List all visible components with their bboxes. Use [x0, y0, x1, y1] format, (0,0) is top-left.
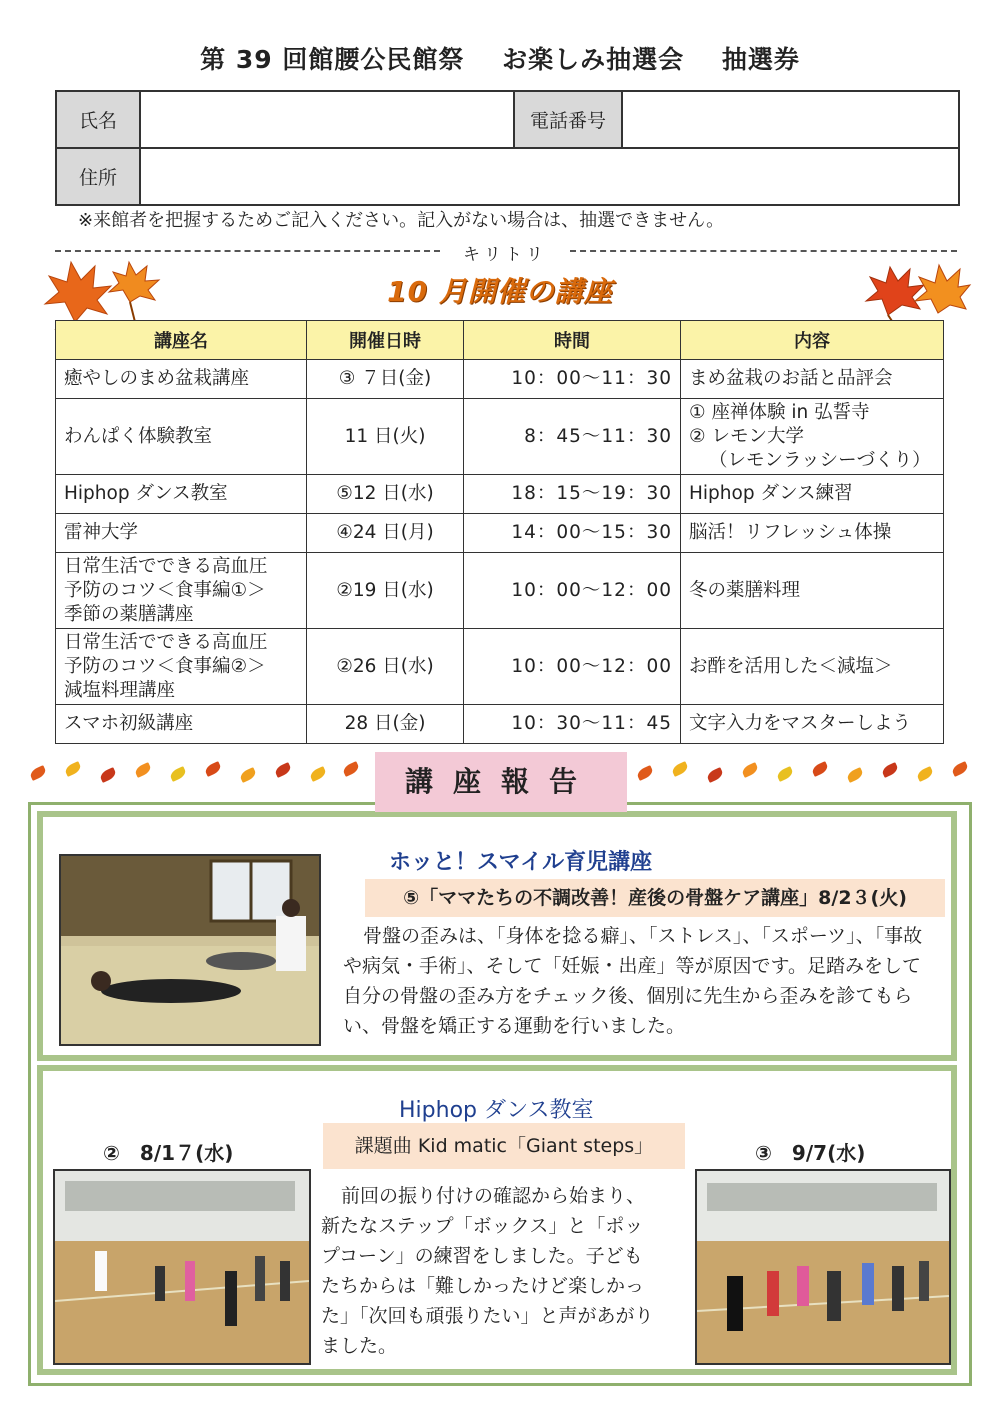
course-content	[681, 399, 944, 475]
course-time: 10：00～12：00	[464, 629, 681, 705]
course-content	[681, 629, 944, 705]
childcare-body-line: や病気・手術」、そして「妊娠・出産」等が原因です。足踏みをして	[343, 955, 921, 977]
entry-form	[55, 90, 960, 206]
hiphop-body-line: ました。	[321, 1335, 398, 1357]
hiphop-photo-left-image	[55, 1171, 309, 1363]
schedule-table	[55, 320, 944, 744]
course-name-line: 減塩料理講座	[64, 679, 176, 701]
hiphop-photo-left	[53, 1169, 311, 1365]
leaf-icon	[811, 761, 830, 777]
page-title	[0, 40, 1000, 76]
leaf-icon	[274, 762, 293, 778]
childcare-body	[343, 921, 955, 1041]
table-row	[56, 705, 944, 744]
course-content-line: （レモンラッシーづくり）	[709, 449, 931, 471]
phone-field[interactable]	[622, 91, 959, 148]
course-time: 14：00～15：30	[464, 514, 681, 553]
course-date: 28 日(金)	[307, 705, 464, 744]
course-name-line: 日常生活でできる高血圧	[64, 555, 268, 577]
leaf-icon	[309, 766, 328, 782]
hiphop-body-line: 新たなステップ「ボックス」と「ポッ	[321, 1215, 644, 1237]
schedule-header-row	[56, 321, 944, 360]
course-name	[56, 360, 307, 399]
header-time: 時間	[464, 321, 681, 360]
course-content	[681, 705, 944, 744]
leaf-icon	[706, 767, 725, 783]
childcare-body-line: 骨盤の歪みは、「身体を捻る癖」、「ストレス」、「スポーツ」、「事故	[363, 925, 923, 947]
course-content-line: 文字入力をマスターしよう	[689, 713, 912, 734]
entry-note: ※来館者を把握するためご記入ください。記入がない場合は、抽選できません。	[78, 210, 725, 231]
hiphop-subtitle: 課題曲 Kid matic「Giant steps」	[323, 1123, 685, 1169]
phone-label: 電話番号	[514, 91, 622, 148]
hiphop-caption-left: ② 8/1７(水)	[103, 1141, 234, 1165]
course-content-line: 冬の薬膳料理	[689, 579, 801, 601]
hiphop-body-line: プコーン」の練習をしました。子ども	[321, 1245, 643, 1267]
address-field[interactable]	[140, 148, 959, 205]
leaf-icon	[776, 766, 795, 782]
childcare-title: ホッと！スマイル育児講座	[389, 850, 653, 875]
leaf-icon	[342, 761, 361, 777]
course-name-line: 予防のコツ＜食事編②＞	[64, 655, 266, 677]
course-content	[681, 475, 944, 514]
report-section-label: 講座報告	[375, 752, 627, 812]
leaf-icon	[29, 765, 48, 781]
course-content-line: 脳活！リフレッシュ体操	[689, 522, 892, 543]
schedule-heading: 10 月開催の講座	[387, 275, 613, 308]
leaf-icon	[671, 761, 690, 777]
course-content	[681, 360, 944, 399]
course-name-line: Hiphop ダンス教室	[64, 483, 228, 504]
course-time: 10：00～12：00	[464, 553, 681, 629]
address-label: 住所	[56, 148, 140, 205]
course-content-line: ① 座禅体験 in 弘誓寺	[689, 401, 870, 423]
course-date: 11 日(火)	[307, 399, 464, 475]
hiphop-body-line: たちからは「難しかったけど楽しかっ	[321, 1275, 645, 1297]
table-row	[56, 629, 944, 705]
hiphop-body-line: 前回の振り付けの確認から始まり、	[341, 1185, 646, 1207]
course-time: 10：30～11：45	[464, 705, 681, 744]
table-row	[56, 553, 944, 629]
course-name	[56, 514, 307, 553]
leaf-icon	[951, 761, 970, 777]
leaf-icon	[741, 762, 760, 778]
hiphop-body-line: た」「次回も頑張りたい」と声があがり	[321, 1305, 654, 1327]
course-name	[56, 399, 307, 475]
leaf-icon	[204, 761, 223, 777]
header-content: 内容	[681, 321, 944, 360]
title-ticket: 抽選券	[721, 45, 800, 74]
report-frame	[28, 802, 972, 1386]
course-content-line: お酢を活用した＜減塩＞	[689, 655, 893, 677]
title-lottery: お楽しみ抽選会	[502, 45, 685, 74]
childcare-photo-image	[61, 856, 319, 1044]
leaf-icon	[239, 767, 258, 783]
table-row	[56, 514, 944, 553]
childcare-body-line: い、骨盤を矯正する運動を行いました。	[343, 1015, 686, 1037]
header-course-name: 講座名	[56, 321, 307, 360]
table-row	[56, 475, 944, 514]
course-name-line: 季節の薬膳講座	[64, 603, 194, 625]
hiphop-report-panel	[37, 1065, 957, 1375]
course-content	[681, 553, 944, 629]
hiphop-caption-right: ③ 9/7(水)	[755, 1141, 866, 1165]
leaf-icon	[64, 761, 83, 777]
childcare-photo	[59, 854, 321, 1046]
course-time: 8：45～11：30	[464, 399, 681, 475]
course-name	[56, 553, 307, 629]
table-row	[56, 360, 944, 399]
course-time: 10：00～11：30	[464, 360, 681, 399]
course-date: ⑤12 日(水)	[307, 475, 464, 514]
course-date: ②19 日(水)	[307, 553, 464, 629]
leaf-icon	[99, 767, 118, 783]
cut-line	[55, 240, 957, 265]
hiphop-photo-right	[695, 1169, 951, 1365]
title-festival: 第 39 回館腰公民館祭	[200, 45, 465, 74]
childcare-subtitle: ⑤「ママたちの不調改善！産後の骨盤ケア講座」8/2３(火)	[365, 879, 945, 917]
cut-line-right	[570, 250, 957, 252]
course-date: ②26 日(水)	[307, 629, 464, 705]
course-content-line: ② レモン大学	[689, 425, 804, 447]
course-name-line: 予防のコツ＜食事編①＞	[64, 579, 266, 601]
name-field[interactable]	[140, 91, 514, 148]
leaf-icon	[881, 762, 900, 778]
leaf-icon	[169, 766, 188, 782]
header-date: 開催日時	[307, 321, 464, 360]
childcare-report-panel	[37, 811, 957, 1061]
course-name	[56, 475, 307, 514]
course-name-line: 雷神大学	[64, 522, 139, 543]
course-content-line: まめ盆栽のお話と品評会	[689, 368, 893, 389]
course-name	[56, 705, 307, 744]
leaf-icon	[916, 766, 935, 782]
course-name-line: スマホ初級講座	[64, 713, 194, 734]
hiphop-title: Hiphop ダンス教室	[399, 1098, 594, 1123]
course-content	[681, 514, 944, 553]
hiphop-body	[321, 1181, 681, 1361]
hiphop-photo-right-image	[697, 1171, 949, 1363]
name-label: 氏名	[56, 91, 140, 148]
cut-line-label: キリトリ	[445, 240, 565, 265]
course-name-line: わんぱく体験教室	[64, 425, 213, 447]
childcare-body-line: 自分の骨盤の歪み方をチェック後、個別に先生から歪みを診てもら	[343, 985, 913, 1007]
course-content-line: Hiphop ダンス練習	[689, 483, 853, 504]
leaf-icon	[846, 767, 865, 783]
leaf-icon	[636, 765, 655, 781]
course-name	[56, 629, 307, 705]
course-time: 18：15～19：30	[464, 475, 681, 514]
course-name-line: 日常生活でできる高血圧	[64, 631, 268, 653]
course-date: ④24 日(月)	[307, 514, 464, 553]
leaf-icon	[134, 762, 153, 778]
table-row	[56, 399, 944, 475]
course-name-line: 癒やしのまめ盆栽講座	[64, 368, 250, 389]
course-date: ③ ７日(金)	[307, 360, 464, 399]
